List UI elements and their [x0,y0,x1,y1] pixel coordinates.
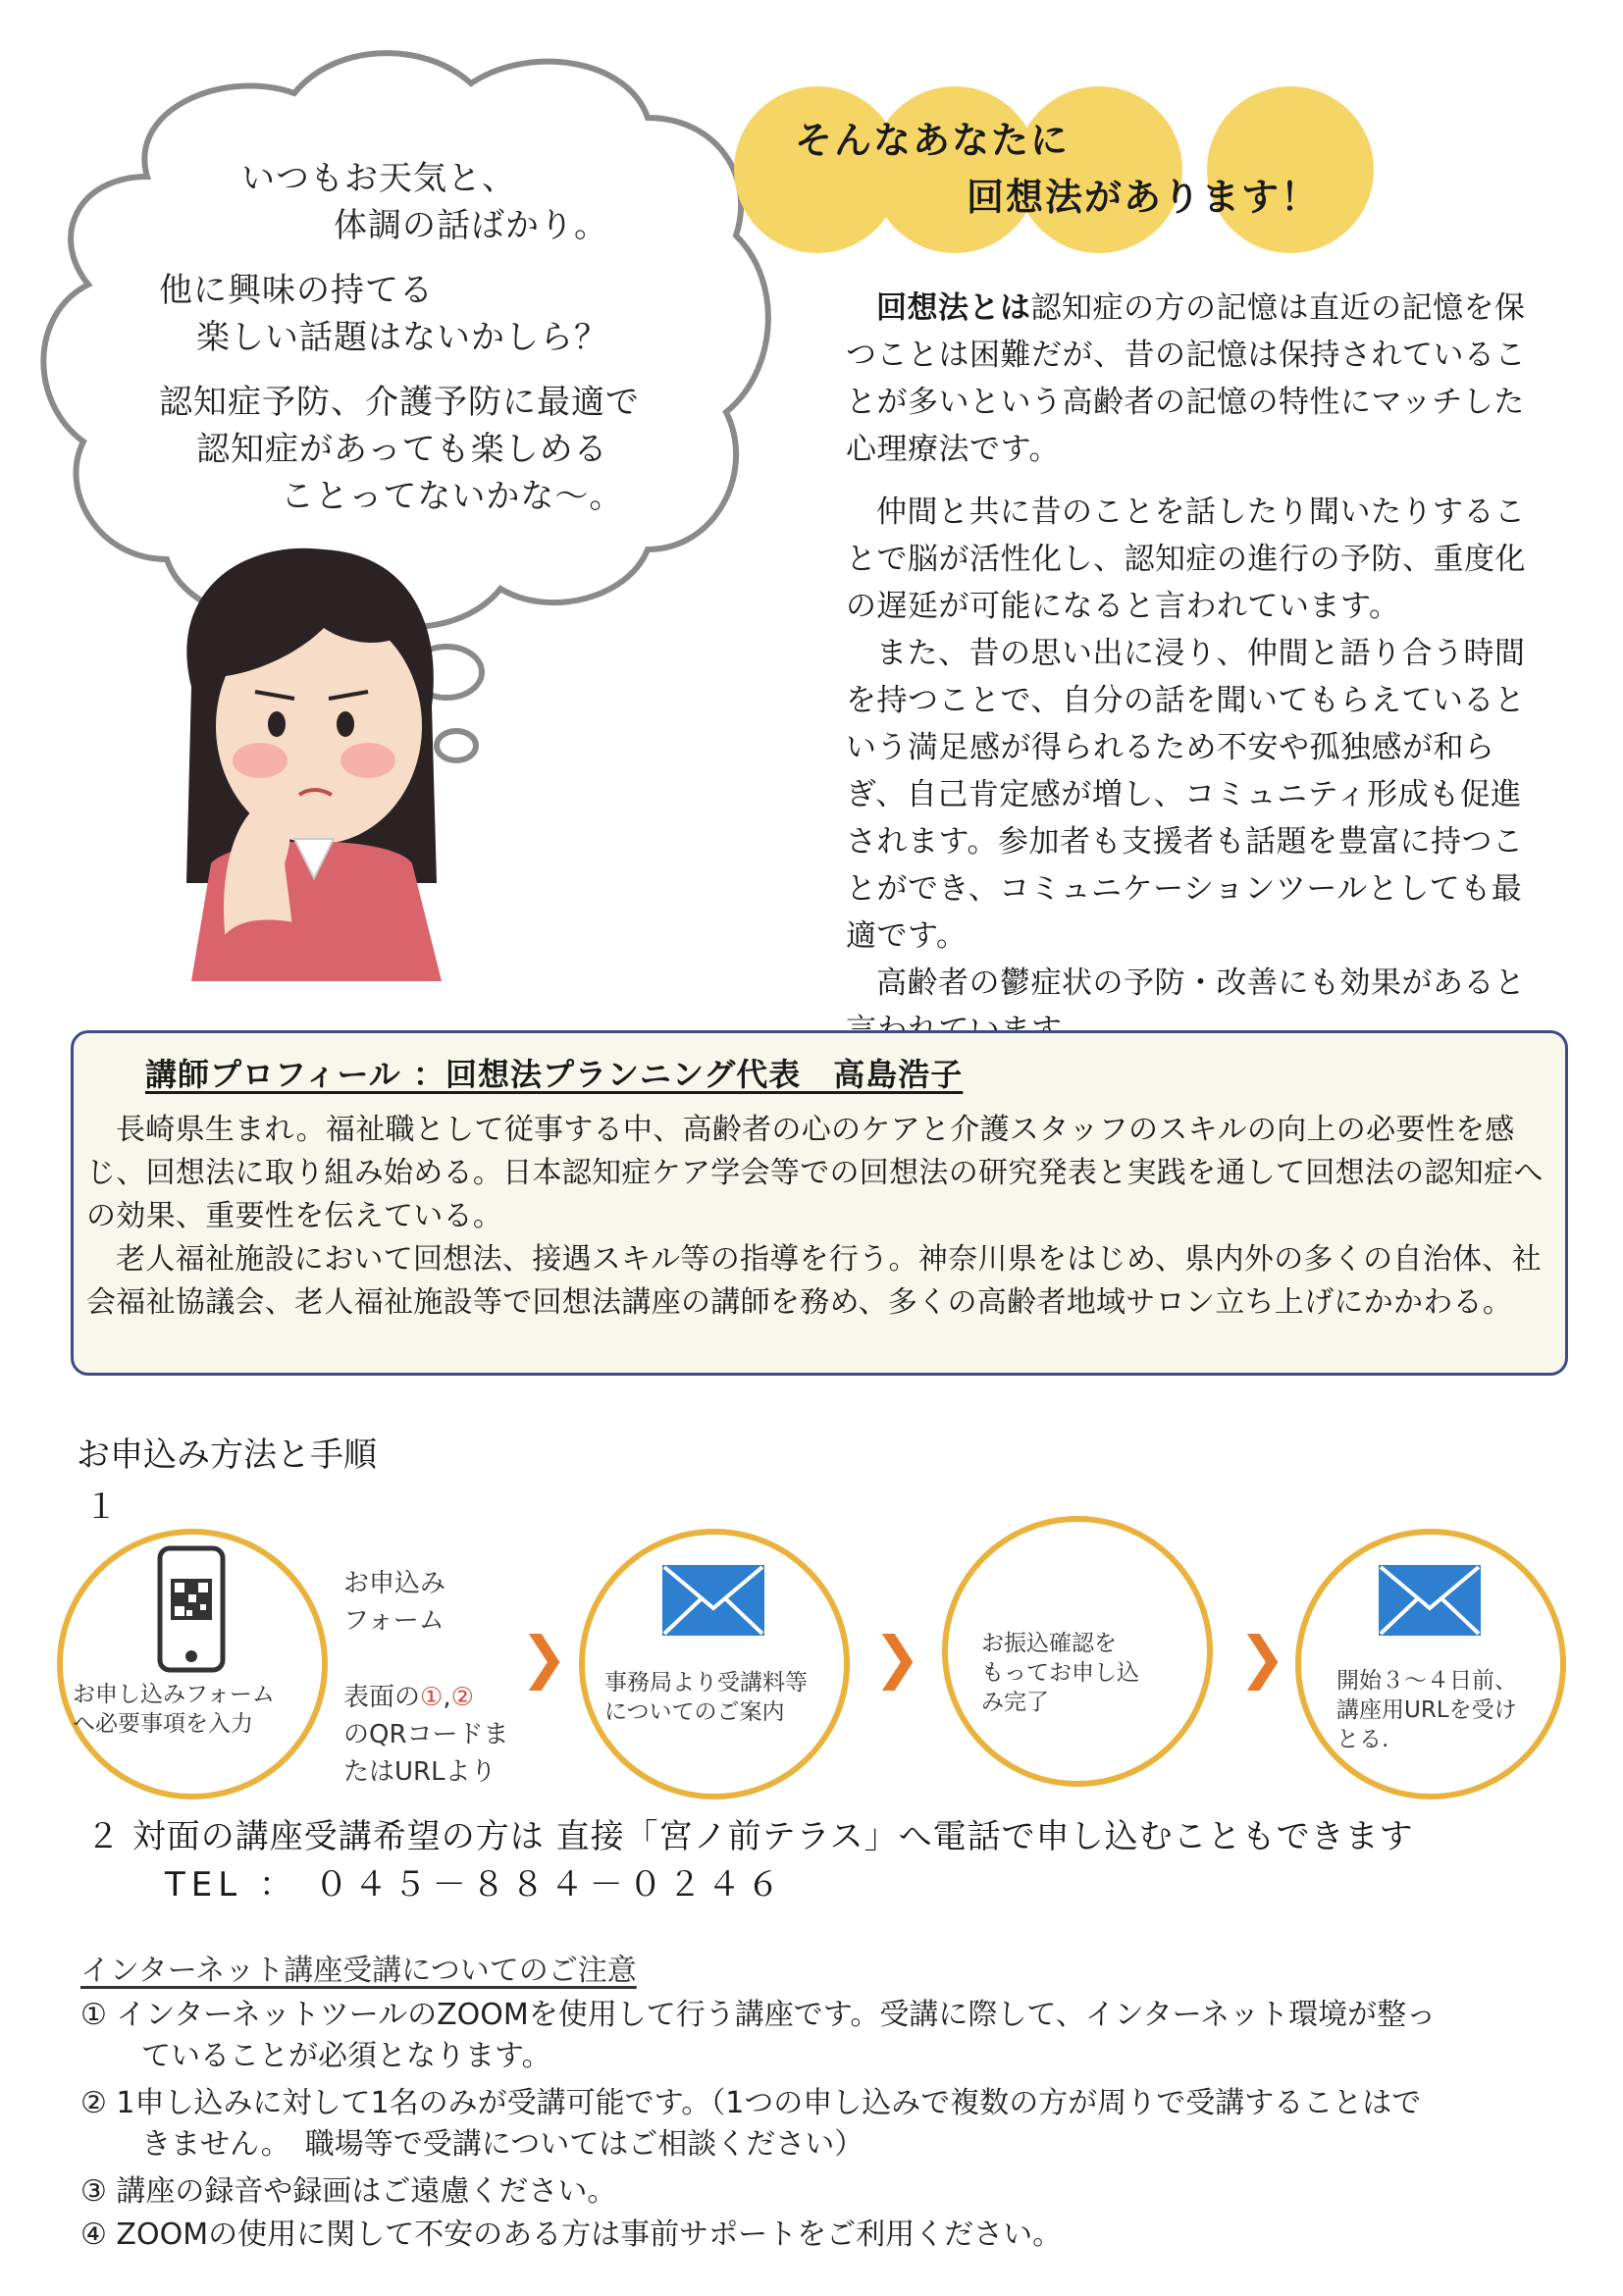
bubble-line-5: 認知症予防、介護予防に最適で [159,383,640,422]
heading-line-1: そんなあなたに [795,119,1071,162]
arrow-icon-2: ❯ [873,1624,921,1691]
step-4-text-1: 開始３～４日前、 [1336,1668,1517,1694]
side-source-line-2: のQRコードま [343,1720,509,1749]
envelope-icon-1 [662,1565,764,1636]
step-number: １ [84,1487,118,1527]
step-4-text-2: 講座用URLを受け [1336,1697,1517,1723]
note-3: ③ 講座の録音や録画はご遠慮ください。 [80,2174,617,2209]
notes-title: インターネット講座受講についてのご注意 [80,1954,637,1988]
profile-paragraph-1: 長崎県生まれ。福祉職として従事する中、高齢者の心のケアと介護スタッフのスキルの向上の必要性を感じ、回想法に取り組み始める。日本認知症ケア学会等での回想法の研究発表と実践を通して回想法の認知症への効果、重要性を伝えている。 [86,1113,1544,1233]
side-form-label-2: フォーム [343,1606,445,1636]
bubble-line-4: 楽しい話題はないかしら？ [196,318,608,357]
side-source-line-3: たはURLより [343,1757,497,1787]
side-source-line-1: 表面の①,② [343,1683,474,1712]
bubble-line-6: 認知症があっても楽しめる [196,430,608,469]
step-3-text-1: お振込確認を [981,1631,1117,1656]
qr-phone-icon [157,1545,226,1673]
step-2-text-2: についてのご案内 [604,1699,785,1725]
envelope-icon-2 [1379,1565,1481,1636]
profile-paragraph-2: 老人福祉施設において回想法、接遇スキル等の指導を行う。神奈川県をはじめ、県内外の多くの自治体、社会福祉協議会、老人福祉施設等で回想法講座の講師を務め、多くの高齢者地域サロン立ち上げにかかわる。 [86,1242,1542,1320]
note-2-line-1: ② 1申し込みに対して1名のみが受講可能です。（1つの申し込みで複数の方が周りで受講することはで [80,2086,1422,2120]
arrow-icon-3: ❯ [1238,1624,1286,1691]
bubble-line-1: いつもお天気と、 [241,159,516,198]
bubble-line-3: 他に興味の持てる [159,271,434,310]
step-3-text-2: もってお申し込 [981,1660,1139,1686]
arrow-icon-1: ❯ [520,1624,568,1691]
phone-application-line: ２ 対面の講座受講希望の方は 直接「宮ノ前テラス」へ電話で申し込むこともできます [86,1817,1414,1856]
step-3-text-3: み完了 [981,1690,1049,1715]
explanation-text: 回想法とは認知症の方の記憶は直近の記憶を保つことは困難だが、昔の記憶は保持されていることが多いという高齢者の記憶の特性にマッチした心理療法です。 仲間と共に昔のことを話したり聞いたりすることで脳が活性化し、認知症の進行の予防、重度化の遅延が可能になると言われています。 また、昔の思い出に浸り、仲間と語り合う時間を持つことで、自分の話を聞いてもらえているという満足感が得られるため不安や孤独感が和らぎ、自己肯定感が増し、コミュニティ形成も促進されます。参加者も支援者も話題を豊富に持つことができ、コミュニケーションツールとしても最適です。 高齢者の鬱症状の予防・改善にも効果があると [846,290,1526,1001]
step-1-text-1: お申し込みフォーム [73,1682,275,1707]
thought-dot-small [437,731,476,760]
profile-body [86,1109,1548,1325]
step-4-text-3: とる. [1336,1727,1389,1752]
tel-number: TEL ： ０４５－８８４－０２４６ [165,1865,786,1905]
apply-title: お申込み方法と手順 [77,1435,377,1475]
profile-title: 講師プロフィール ：回想法プランニング代表 高島浩子 [145,1056,964,1093]
note-1-line-2: ていることが必須となります。 [141,2039,551,2073]
note-4: ④ ZOOMの使用に関して不安のある方は事前サポートをご利用ください。 [80,2218,1063,2252]
bubble-line-7: ことってないかな〜。 [281,477,624,516]
heading-line-2: 回想法があります！ [967,176,1321,219]
step-2-text-1: 事務局より受講料等 [604,1670,808,1696]
explanation-term: 回想法とは [876,290,1031,326]
note-2-line-2: きません。 職場等で受講についてはご相談ください） [141,2127,864,2162]
side-form-label-1: お申込み [343,1569,446,1598]
bubble-line-2: 体調の話ばかり。 [334,206,608,245]
step-1-text-2: へ必要事項を入力 [73,1711,253,1737]
note-1-line-1: ① インターネットツールのZOOMを使用して行う講座です。受講に際して、インターネット環境が整っ [80,1998,1437,2032]
